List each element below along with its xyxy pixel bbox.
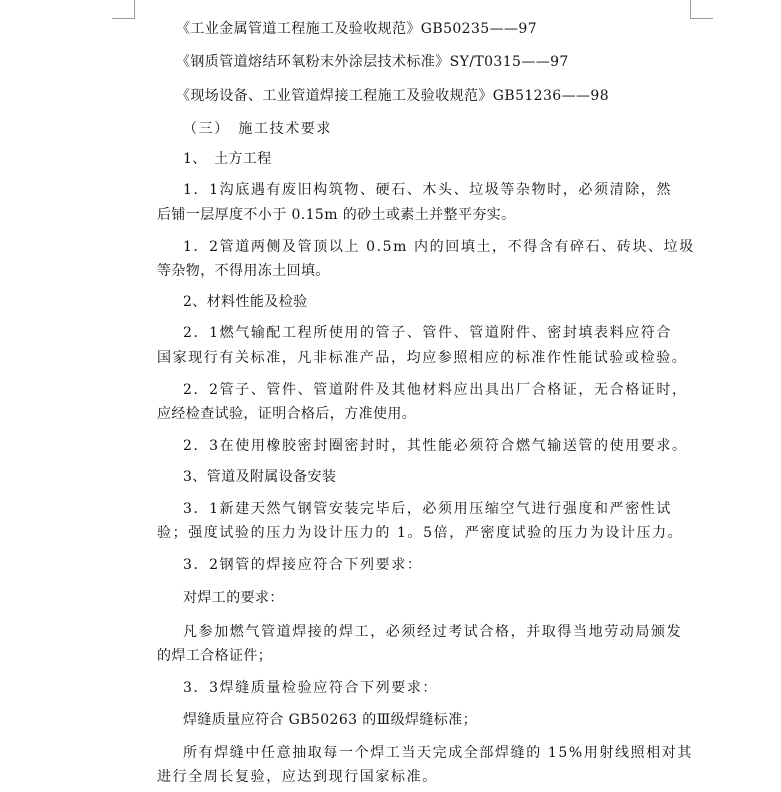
paragraph-line: 后铺一层厚度不小于 0.15m 的砂土或素土并整平夯实。 xyxy=(157,207,516,223)
paragraph-line: 应经检查试验，证明合格后，方准使用。 xyxy=(157,406,417,422)
section-heading: （三） 施工技术要求 xyxy=(183,121,332,137)
paragraph-line: 进行全周长复验，应达到现行国家标准。 xyxy=(157,769,438,785)
paragraph-line: 2．3在使用橡胶密封圈密封时，其性能必须符合燃气输送管的使用要求。 xyxy=(183,438,688,454)
page-corner-mark-left xyxy=(112,0,135,19)
page-corner-mark-right xyxy=(690,0,713,19)
paragraph-line: 3．2钢管的焊接应符合下列要求： xyxy=(183,557,423,573)
paragraph-line: 2．2管子、管件、管道附件及其他材料应出具出厂合格证，无合格证时， xyxy=(183,382,688,398)
paragraph-line: 国家现行有关标准，凡非标准产品，均应参照相应的标准作性能试验或检验。 xyxy=(157,350,688,366)
paragraph-line: 3．1新建天然气钢管安装完毕后，必须用压缩空气进行强度和严密性试 xyxy=(183,501,673,517)
paragraph-line: 焊缝质量应符合 GB50263 的Ⅲ级焊缝标准； xyxy=(183,712,478,728)
paragraph-line: 1．1沟底遇有废旧构筑物、硬石、木头、垃圾等杂物时，必须清除，然 xyxy=(183,182,673,198)
subheading-earthwork: 1、 土方工程 xyxy=(183,151,272,167)
paragraph-line: 2．1燃气输配工程所使用的管子、管件、管道附件、密封填表料应符合 xyxy=(183,325,673,341)
subheading-pipeline-install: 3、管道及附属设备安装 xyxy=(183,469,337,485)
welder-requirement-heading: 对焊工的要求： xyxy=(183,590,284,606)
paragraph-line: 所有焊缝中任意抽取每一个焊工当天完成全部焊缝的 15%用射线照相对其 xyxy=(183,745,693,761)
reference-line: 《钢质管道熔结环氧粉末外涂层技术标准》SY/T0315——97 xyxy=(176,54,569,70)
paragraph-line: 的焊工合格证件； xyxy=(157,648,273,664)
paragraph-line: 验；强度试验的压力为设计压力的 1。5倍，严密度试验的压力为设计压力。 xyxy=(157,525,684,541)
subheading-materials: 2、材料性能及检验 xyxy=(183,294,308,310)
paragraph-line: 1．2管道两侧及管顶以上 0.5m 内的回填土，不得含有碎石、砖块、垃圾 xyxy=(183,239,695,255)
paragraph-line: 等杂物，不得用冻土回填。 xyxy=(157,263,330,279)
reference-line: 《现场设备、工业管道焊接工程施工及验收规范》GB51236——98 xyxy=(176,88,610,104)
paragraph-line: 凡参加燃气管道焊接的焊工，必须经过考试合格，并取得当地劳动局颁发 xyxy=(183,624,683,640)
reference-line: 《工业金属管道工程施工及验收规范》GB50235——97 xyxy=(176,21,538,37)
paragraph-line: 3．3焊缝质量检验应符合下列要求： xyxy=(183,680,439,696)
